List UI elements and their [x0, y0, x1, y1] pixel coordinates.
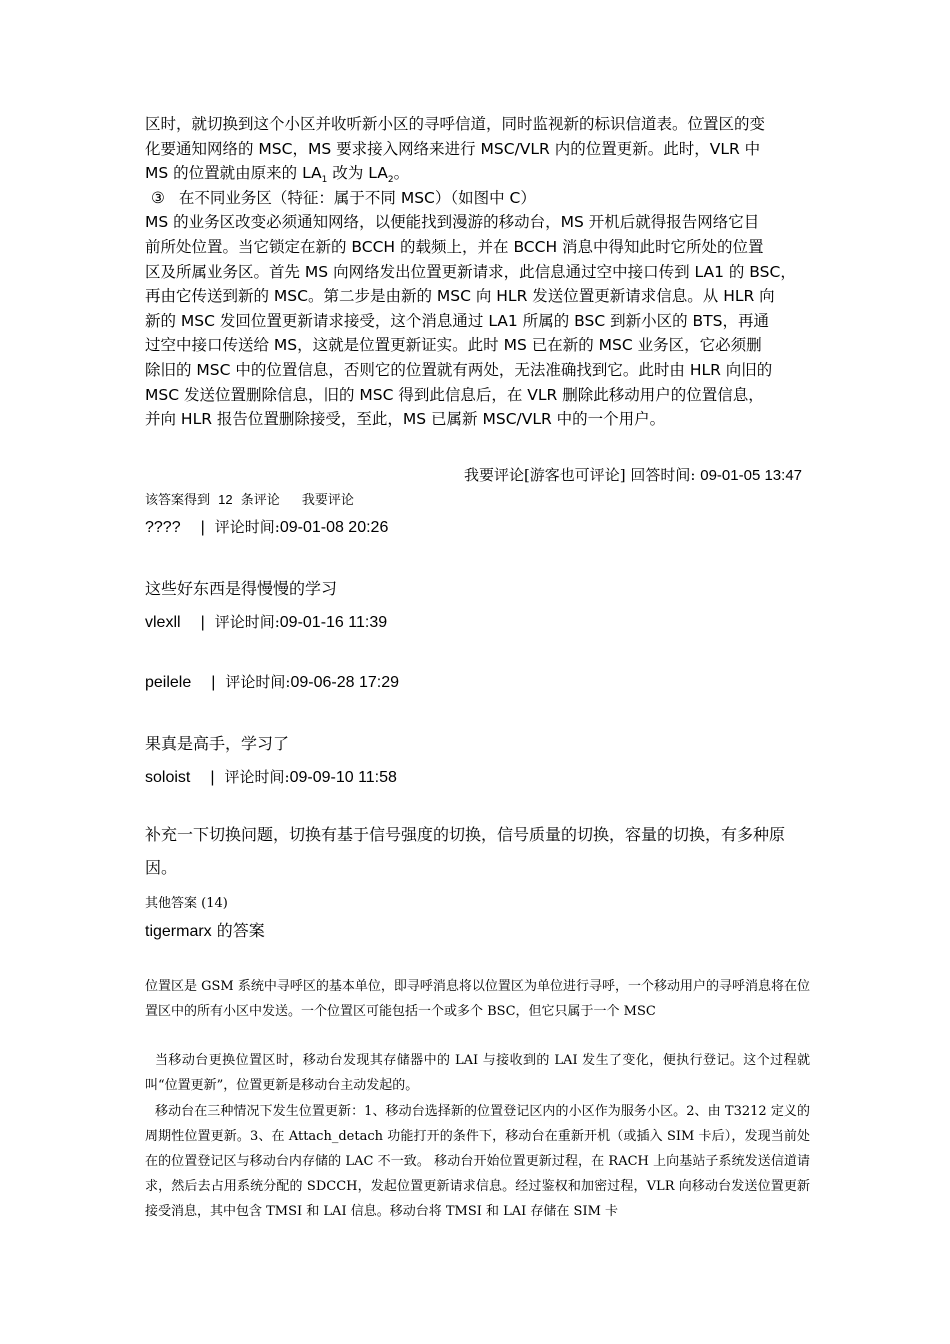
- other-answer-paragraph: 当移动台更换位置区时，移动台发现其存储器中的 LAI 与接收到的 LAI 发生了变化，便执行登记。这个过程就叫“位置更新”，位置更新是移动台主动发起的。: [145, 1053, 810, 1093]
- other-answer-user[interactable]: tigermarx: [145, 923, 212, 940]
- other-answer-suffix: 的答案: [211, 921, 265, 940]
- other-answer-paragraph: 位置区是 GSM 系统中寻呼区的基本单位，即寻呼消息将以位置区为单位进行寻呼，一个移动用户的寻呼消息将在位置区中的所有小区中发送。一个位置区可能包括一个或多个 BSC，但它只属于一个 MSC: [145, 979, 810, 1019]
- comment-header: [145, 671, 399, 692]
- answer-line: 前所处位置。当它锁定在新的 BCCH 的载频上，并在 BCCH 消息中得知此时它所处的位置: [145, 237, 764, 256]
- answer-line: 并向 HLR 报告位置删除接受，至此，MS 已属新 MSC/VLR 中的一个用户。: [145, 410, 666, 429]
- answer-time-label: 回答时间:: [625, 466, 701, 484]
- comment-time-label: 评论时间:: [224, 768, 290, 786]
- comment-time: 09-09-10 11:58: [289, 769, 397, 786]
- answer-line: MSC 发送位置删除信息，旧的 MSC 得到此信息后，在 VLR 删除此移动用户的位置信息，: [145, 385, 764, 404]
- comment-link[interactable]: 我要评论[游客也可评论]: [463, 466, 626, 484]
- comment-text: 补充一下切换问题，切换有基于信号强度的切换，信号质量的切换，容量的切换，有多种原因。: [145, 825, 786, 877]
- comment-header: [145, 611, 387, 632]
- circled-number: ③: [151, 188, 165, 207]
- other-answer-paragraph: 移动台在三种情况下发生位置更新：1、移动台选择新的位置登记区内的小区作为服务小区。2、由 T3212 定义的周期性位置更新。3、在 Attach_detach 功能打开的条件下，移动台在重新开机（或插入 SIM 卡后），发现当前处在的位置登记区与移动台内存储的 LAC 不一致。 移动台开始位置更新过程，在 RACH 上向基站子系统发送信道请求，然后去占用系统分配的 SDCCH，发起位置更新请求信息。经过鉴权和加密过程，VLR 向移动台发送位置更新接受消息，其中包含 TMSI 和 LAI 信息。移动台将 TMSI 和 LAI 存储在 SIM 卡: [145, 1104, 810, 1219]
- comment-user[interactable]: vlexll: [145, 614, 181, 631]
- answer-line: 区及所属业务区。首先 MS 向网络发出位置更新请求，此信息通过空中接口传到 LA1 的 BSC，: [145, 262, 796, 281]
- add-comment-link[interactable]: 我要评论: [301, 493, 354, 508]
- answer-line: MS 的业务区改变必须通知网络，以便能找到漫游的移动台，MS 开机后就得报告网络它目: [145, 213, 760, 232]
- answer-line: 再由它传送到新的 MSC。第二步是由新的 MSC 向 HLR 发送位置更新请求信息。从 HLR 向: [145, 287, 775, 306]
- subscript: 2: [387, 175, 394, 186]
- comment-time-label: 评论时间:: [225, 673, 291, 691]
- answer-line: 过空中接口传送给 MS，这就是位置更新证实。此时 MS 已在新的 MSC 业务区，它必须删: [145, 336, 762, 355]
- comment-time: 09-01-08 20:26: [279, 519, 389, 536]
- comments-count-prefix: 该答案得到: [145, 493, 211, 508]
- comments-summary: [145, 489, 358, 508]
- comment-separator: |: [211, 674, 216, 691]
- comment-separator: |: [210, 769, 215, 786]
- answer-text-segment: 在不同业务区（特征：属于不同 MSC）（如图中 C）: [178, 188, 536, 207]
- comment-time-label: 评论时间:: [214, 518, 280, 536]
- answer-text-segment: 改为 LA: [327, 164, 388, 183]
- comment-user[interactable]: peilele: [145, 674, 192, 691]
- other-answers-label[interactable]: 其他答案 (14): [145, 896, 228, 911]
- answer-text: [145, 112, 810, 432]
- comment-header: [145, 766, 397, 787]
- answer-line: 化要通知网络的 MSC，MS 要求接入网络来进行 MSC/VLR 内的位置更新。此时，VLR 中: [145, 139, 761, 158]
- answer-meta: [464, 464, 802, 485]
- comment-text: 果真是高手，学习了: [145, 734, 290, 753]
- answer-text-segment: MS 的位置就由原来的 LA: [145, 164, 322, 183]
- answer-line: 除旧的 MSC 中的位置信息，否则它的位置就有两处，无法准确找到它。此时由 HLR 向旧的: [145, 360, 773, 379]
- subscript: 1: [321, 175, 328, 186]
- other-answer-header: [145, 918, 265, 941]
- answer-line: [145, 161, 810, 186]
- comments-count: 12: [218, 492, 233, 507]
- answer-time: 09-01-05 13:47: [700, 467, 802, 484]
- comment-header: [145, 516, 388, 537]
- comment-separator: |: [200, 614, 205, 631]
- answer-line: 区时，就切换到这个小区并收听新小区的寻呼信道，同时监视新的标识信道表。位置区的变: [145, 115, 766, 133]
- comment-user[interactable]: ????: [145, 519, 181, 536]
- comment-time-label: 评论时间:: [214, 613, 280, 631]
- answer-line: 新的 MSC 发回位置更新请求接受，这个消息通过 LA1 所属的 BSC 到新小区的 BTS，再通: [145, 311, 769, 330]
- comment-time: 09-06-28 17:29: [290, 674, 400, 691]
- comment-text: 这些好东西是得慢慢的学习: [145, 579, 338, 598]
- comment-user[interactable]: soloist: [145, 769, 191, 786]
- answer-text-segment: 。: [393, 164, 410, 183]
- comment-time: 09-01-16 11:39: [279, 614, 388, 631]
- answer-line: [145, 186, 810, 211]
- comments-count-suffix: 条评论: [240, 493, 280, 508]
- comment-separator: |: [200, 519, 205, 536]
